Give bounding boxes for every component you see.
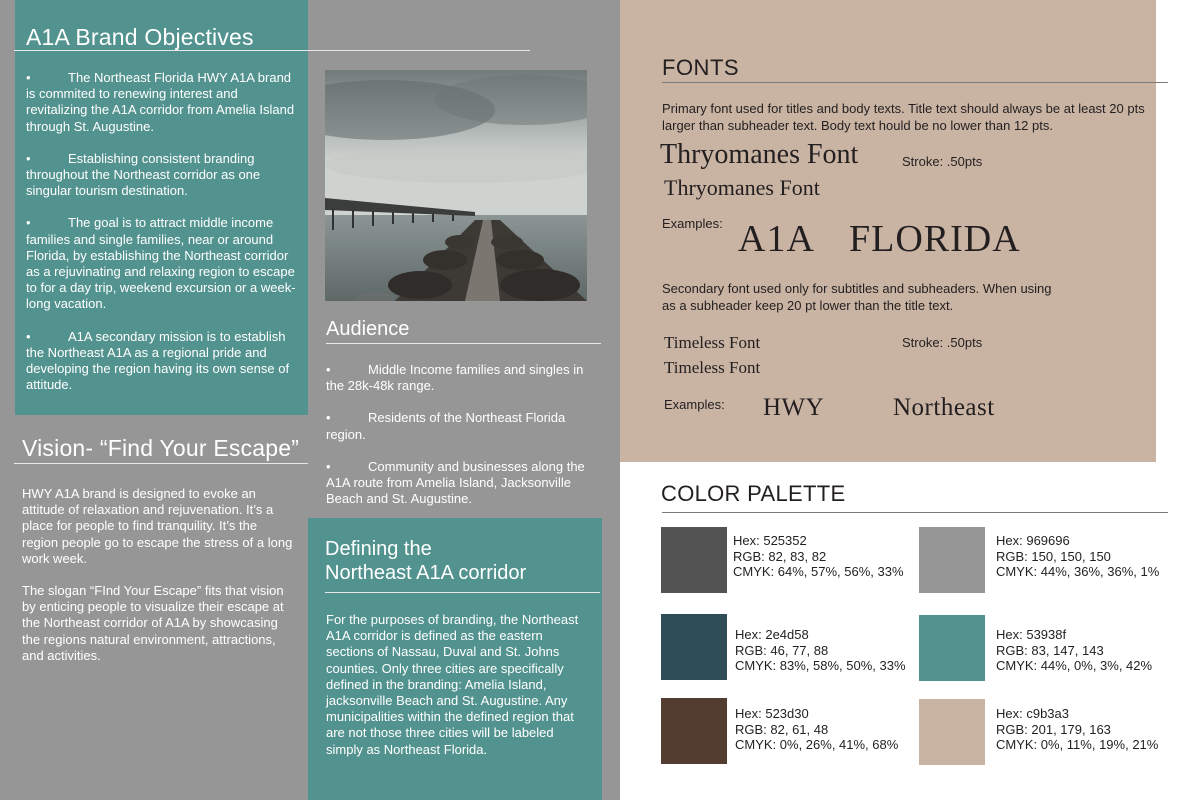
fonts-title: FONTS xyxy=(662,55,740,80)
secondary-font-sample-small: Timeless Font xyxy=(664,358,761,377)
defining-title-line2: Northeast A1A corridor xyxy=(325,562,527,584)
vision-paragraph: The slogan “FInd Your Escape” fits that vision by enticing people to visualize their escape at the Northeast corridor of A1A by showcasing the regions natural environment, attractions, and activities. xyxy=(22,583,284,663)
right-margin-strip xyxy=(1156,0,1200,462)
pier-photo-image xyxy=(325,70,587,301)
swatch-info xyxy=(735,627,906,674)
swatch-hex: Hex: 525352 xyxy=(733,533,807,548)
primary-font-sample: Thryomanes Font xyxy=(660,139,859,170)
color-swatch xyxy=(919,527,985,593)
swatch-rgb: RGB: 150, 150, 150 xyxy=(996,548,1111,564)
palette-title: COLOR PALETTE xyxy=(661,481,846,506)
primary-example-a1a: A1A xyxy=(738,218,815,260)
audience-item: • Community and businesses along the A1A route from Amelia Island, Jacksonville Beach and St. Augustine. xyxy=(326,458,585,507)
secondary-font-sample: Timeless Font xyxy=(664,333,761,352)
swatch-cmyk: CMYK: 0%, 26%, 41%, 68% xyxy=(735,737,899,752)
primary-example-florida: FLORIDA xyxy=(849,218,1021,260)
audience-list xyxy=(326,362,601,523)
swatch-hex: Hex: 969696 xyxy=(996,533,1070,548)
vision-divider xyxy=(14,463,308,464)
palette-divider xyxy=(662,512,1168,513)
defining-title-line1: Defining the xyxy=(325,538,432,560)
swatch-hex: Hex: 523d30 xyxy=(735,706,809,721)
swatch-hex: Hex: 53938f xyxy=(996,627,1067,642)
swatch-info xyxy=(733,533,904,580)
defining-divider xyxy=(325,592,600,593)
vision-title: Vision- “Find Your Escape” xyxy=(22,435,300,461)
audience-item: • Middle Income families and singles in the 28k-48k range. xyxy=(326,362,584,394)
swatch-hex: Hex: 2e4d58 xyxy=(735,627,809,642)
color-swatch xyxy=(919,699,985,765)
swatch-rgb: RGB: 83, 147, 143 xyxy=(996,642,1104,658)
objectives-divider xyxy=(14,50,530,51)
secondary-example-northeast: Northeast xyxy=(893,394,995,421)
primary-examples-label: Examples: xyxy=(662,216,723,231)
fonts-divider xyxy=(662,82,1168,83)
swatch-info xyxy=(996,533,1159,580)
swatch-rgb: RGB: 201, 179, 163 xyxy=(996,721,1111,737)
primary-font-stroke: Stroke: .50pts xyxy=(902,154,983,169)
swatch-rgb: RGB: 82, 61, 48 xyxy=(735,721,829,737)
objective-item: • A1A secondary mission is to establish the Northeast A1A as a regional pride and developing the region having its own sense of attitude. xyxy=(26,328,290,393)
objective-item: • The Northeast Florida HWY A1A brand is commited to renewing interest and revitalizing the A1A corridor from Amelia Island through St. Augustine. xyxy=(26,70,295,134)
color-swatch xyxy=(661,698,727,764)
secondary-font-stroke: Stroke: .50pts xyxy=(902,335,983,350)
swatch-rgb: RGB: 46, 77, 88 xyxy=(735,642,829,658)
vision-text xyxy=(22,486,294,680)
swatch-rgb: RGB: 82, 83, 82 xyxy=(733,548,827,564)
audience-title: Audience xyxy=(326,318,410,340)
primary-font-sample-small: Thryomanes Font xyxy=(664,175,820,200)
swatch-cmyk: CMYK: 44%, 36%, 36%, 1% xyxy=(996,564,1160,579)
swatch-hex: Hex: c9b3a3 xyxy=(996,706,1069,721)
defining-text: For the purposes of branding, the Northeast A1A corridor is defined as the eastern sections of Nassau, Duval and St. Johns counties. Only three cities are specifically defined in the branding: Amelia Island, jacksonville Beach and St. Augustine. Any municipalities within the defined region that are not those three cities will be labeled simply as Northeast Florida. xyxy=(326,612,579,757)
defining-title xyxy=(325,537,526,585)
objectives-list xyxy=(26,70,298,409)
primary-font-description: Primary font used for titles and body texts. Title text should always be at least 20 pts larger than subheader text. Body text hould be no lower than 12 pts. xyxy=(662,101,1145,133)
audience-item: • Residents of the Northeast Florida region. xyxy=(326,410,566,442)
swatch-cmyk: CMYK: 44%, 0%, 3%, 42% xyxy=(996,658,1153,673)
vision-paragraph: HWY A1A brand is designed to evoke an attitude of relaxation and rejuvenation. It’s a place for people to find tranquility. It’s the region people go to escape the stress of a long work week. xyxy=(22,486,293,566)
objective-item: • Establishing consistent branding throughout the Northeast corridor as one singular tourism destination. xyxy=(26,150,261,199)
color-swatch xyxy=(661,614,727,680)
secondary-example-hwy: HWY xyxy=(763,394,825,421)
objective-item: • The goal is to attract middle income families and single families, near or around Florida, by establishing the Northeast corridor as a rejuvinating and relaxing region to escape to for a day trip, weekend excursion or a week-long vacation. xyxy=(26,215,296,312)
pier-photo xyxy=(325,70,587,301)
swatch-cmyk: CMYK: 83%, 58%, 50%, 33% xyxy=(735,658,906,673)
swatch-info xyxy=(996,706,1158,753)
swatch-cmyk: CMYK: 64%, 57%, 56%, 33% xyxy=(733,564,904,579)
swatch-info xyxy=(735,706,898,753)
audience-divider xyxy=(326,343,601,344)
secondary-font-description: Secondary font used only for subtitles and subheaders. When using as a subheader keep 20 pt lower than the title text. xyxy=(662,281,1052,313)
color-swatch xyxy=(919,615,985,681)
swatch-cmyk: CMYK: 0%, 11%, 19%, 21% xyxy=(996,737,1159,752)
objectives-title: A1A Brand Objectives xyxy=(26,24,254,50)
color-swatch xyxy=(661,527,727,593)
secondary-examples-label: Examples: xyxy=(664,397,725,412)
swatch-info xyxy=(996,627,1152,674)
